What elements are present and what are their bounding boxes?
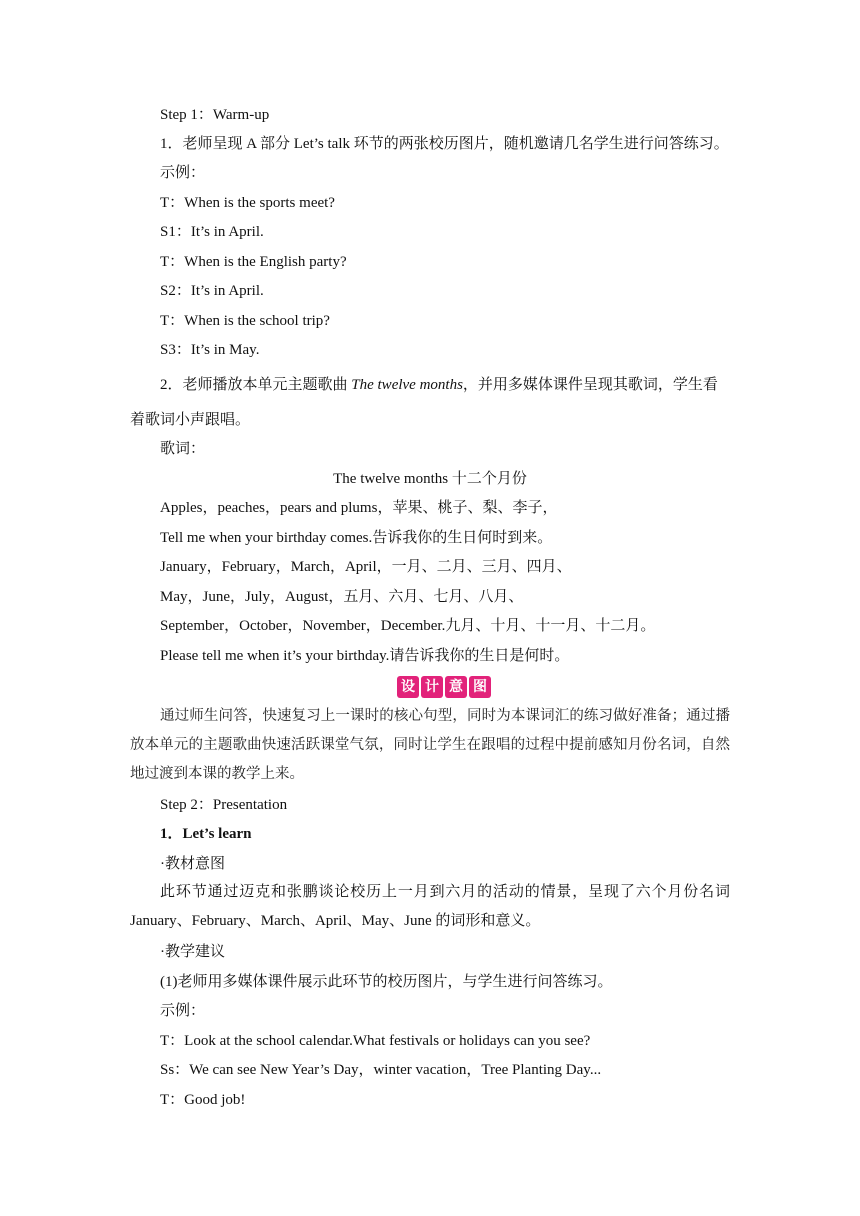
design-intent-text bbox=[130, 702, 730, 789]
dialogue-line: T：When is the school trip? bbox=[160, 313, 330, 329]
badge-char: 计 bbox=[421, 676, 443, 698]
dialogue-line: T：Look at the school calendar.What festivals or holidays can you see? bbox=[160, 1033, 591, 1049]
lyric-line: May，June，July，August，五月、六月、七月、八月、 bbox=[160, 589, 524, 605]
item2-suffix: ，并用多媒体课件呈现其歌词，学生看 bbox=[462, 377, 718, 393]
dialogue-line: T：Good job! bbox=[160, 1092, 246, 1108]
dialogue-line: S2：It’s in April. bbox=[160, 283, 264, 299]
lets-learn-heading: 1．Let’s learn bbox=[160, 826, 252, 842]
advice-label: ·教学建议 bbox=[160, 944, 225, 960]
dialogue-line: S1：It’s in April. bbox=[160, 224, 264, 240]
dialogue-line: T：When is the English party? bbox=[160, 254, 347, 270]
lyric-line: January，February，March，April，一月、二月、三月、四月、 bbox=[160, 559, 572, 575]
lyric-line: September，October，November，December.九月、十月、十一月、十二月。 bbox=[160, 618, 656, 634]
step1-heading: Step 1：Warm-up bbox=[160, 107, 270, 123]
item2-continuation: 着歌词小声跟唱。 bbox=[130, 412, 251, 428]
step2-heading: Step 2：Presentation bbox=[160, 797, 288, 813]
intent-text bbox=[130, 878, 730, 936]
advice-item: (1)老师用多媒体课件展示此环节的校历图片，与学生进行问答练习。 bbox=[160, 974, 613, 990]
badge-char: 设 bbox=[397, 676, 419, 698]
badge-char: 图 bbox=[469, 676, 491, 698]
lyrics-label: 歌词： bbox=[160, 441, 206, 457]
lyric-line: Apples，peaches，pears and plums，苹果、桃子、梨、李子， bbox=[160, 500, 558, 516]
song-title: The twelve months 十二个月份 bbox=[333, 471, 527, 487]
example-label: 示例： bbox=[160, 165, 206, 181]
badge-char: 意 bbox=[445, 676, 467, 698]
intent-paragraph: 此环节通过迈克和张鹏谈论校历上一月到六月的活动的情景，呈现了六个月份名词January、February、March、April、May、June 的词形和意义。 bbox=[130, 884, 730, 929]
intent-label: ·教材意图 bbox=[160, 856, 225, 872]
design-intent-paragraph: 通过师生问答，快速复习上一课时的核心句型，同时为本课词汇的练习做好准备；通过播放本单元的主题歌曲快速活跃课堂气氛，同时让学生在跟唱的过程中提前感知月份名词，自然地过渡到本课的教学上来。 bbox=[130, 708, 730, 782]
design-intent-badge bbox=[397, 676, 491, 698]
item2-prefix: 2．老师播放本单元主题歌曲 bbox=[160, 377, 352, 393]
lyric-line: Tell me when your birthday comes.告诉我你的生日何时到来。 bbox=[160, 530, 553, 546]
dialogue-line: Ss：We can see New Year’s Day，winter vacation，Tree Planting Day... bbox=[160, 1062, 602, 1078]
example-label: 示例： bbox=[160, 1003, 206, 1019]
item2-text bbox=[160, 375, 718, 395]
dialogue-line: S3：It’s in May. bbox=[160, 342, 260, 358]
song-title-italic: The twelve months bbox=[351, 377, 463, 393]
lyric-line: Please tell me when it’s your birthday.请告诉我你的生日是何时。 bbox=[160, 648, 570, 664]
dialogue-line: T：When is the sports meet? bbox=[160, 195, 335, 211]
item1-text: 1．老师呈现 A 部分 Let’s talk 环节的两张校历图片，随机邀请几名学生进行问答练习。 bbox=[160, 136, 729, 152]
